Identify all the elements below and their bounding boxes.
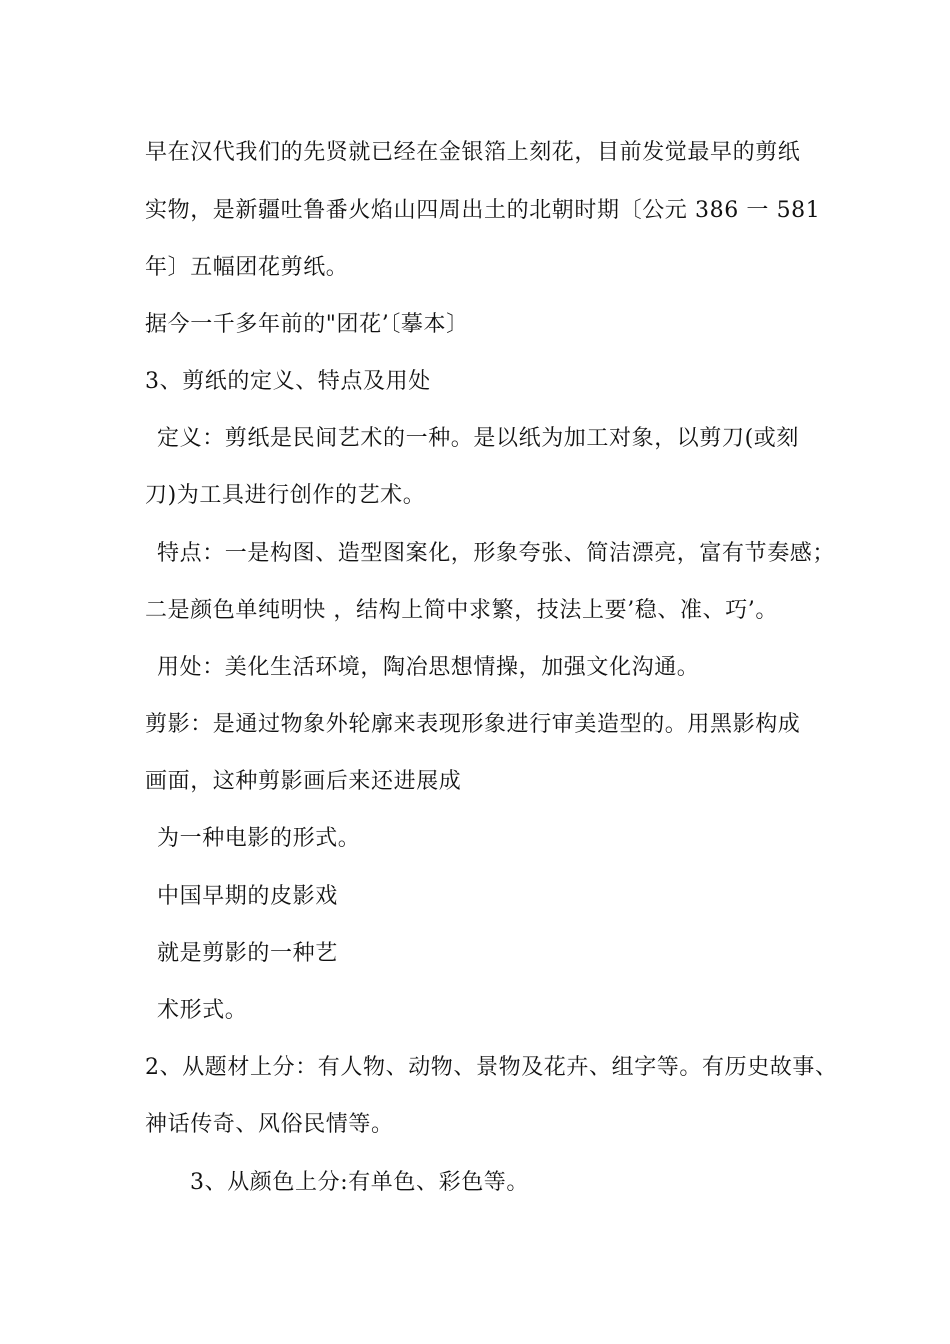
paragraph-line: 实物，是新疆吐鲁番火焰山四周出土的北朝时期〔公元 386 一 581 — [145, 198, 821, 223]
color-line: 3、从颜色上分:有单色、彩色等。 — [190, 1170, 530, 1195]
feature-line: 二是颜色单纯明快 ，结构上简中求繁，技法上要’稳、准、巧’。 — [145, 598, 778, 623]
paragraph-line: 早在汉代我们的先贤就已经在金银箔上刻花，目前发觉最早的剪纸 — [145, 140, 801, 165]
silhouette-line: 剪影：是通过物象外轮廓来表现形象进行审美造型的。用黑影构成 — [145, 712, 801, 737]
section-heading: 3、剪纸的定义、特点及用处 — [145, 369, 431, 394]
silhouette-line: 为一种电影的形式。 — [157, 826, 361, 851]
usage-line: 用处：美化生活环境，陶冶思想情操，加强文化沟通。 — [157, 655, 700, 680]
definition-line: 刀)为工具进行创作的艺术。 — [145, 483, 426, 508]
silhouette-line: 中国早期的皮影戏 — [157, 884, 338, 909]
paragraph-line: 据今一千多年前的"团花’〔摹本〕 — [145, 312, 469, 337]
subject-line: 神话传奇、风俗民情等。 — [145, 1112, 394, 1137]
silhouette-line: 画面，这种剪影画后来还进展成 — [145, 769, 462, 794]
silhouette-line: 就是剪影的一种艺 — [157, 941, 338, 966]
paragraph-line: 年〕五幅团花剪纸。 — [145, 255, 349, 280]
definition-line: 定义：剪纸是民间艺术的一种。是以纸为加工对象，以剪刀(或刻 — [157, 426, 799, 451]
silhouette-line: 术形式。 — [157, 998, 248, 1023]
feature-line: 特点：一是构图、造型图案化，形象夸张、简洁漂亮，富有节奏感； — [157, 541, 836, 566]
subject-line: 2、从题材上分：有人物、动物、景物及花卉、组字等。有历史故事、 — [145, 1055, 838, 1080]
